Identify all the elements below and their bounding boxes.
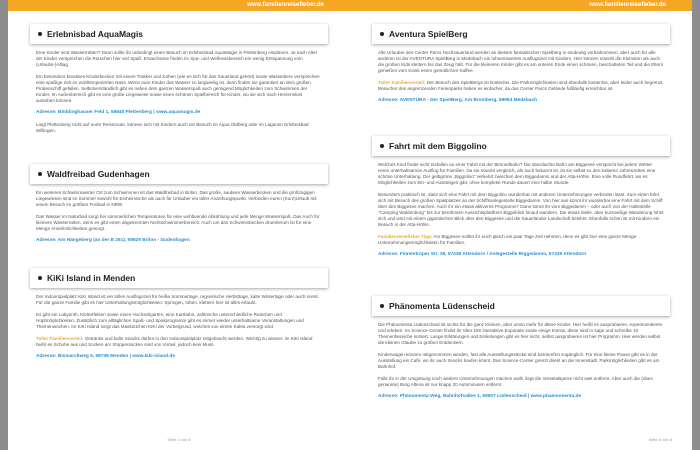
section-waldfreibad bbox=[30, 164, 328, 244]
address-line[interactable]: Adresse: Phänomenta-Weg, Bahnhofsallee 1, 58507 Lüdenscheid | www.phaenomenta.de bbox=[378, 394, 582, 399]
tipp-paragraph bbox=[378, 234, 664, 246]
section-aventura-spielberg bbox=[372, 24, 670, 104]
paragraph: Liegt Plettenberg nicht auf eurer Reiseroute, können sich mit Kindern auch ein Besuch im Aqua Oldberg oder im Lagunen Erlebnisbad Willingen. bbox=[36, 122, 309, 133]
paragraph: Ein besonders kreatives Kinderbecken mit einem Trakker und Kühen (wie es sich für das Sauerland gehört) sowie Wassertiere versprechen eine spaßige Zeit im wohltemperierten Nass. Wenn eure Kinder das Wasser zu langweilig ist, dann finden sie garantiert an dem großen Piratenschiff gefallen. Selbstverständlich gibt es neben dem ganzen Wasserspaß auch genügend Möglichkeiten zum Schwimmen der Kinder. Im Außenbereich gibt es eine große Liegewiese sowie einen schönen Spielbereich für Kinder, wo sie sich nach Herzenslust austoben können. bbox=[36, 74, 320, 103]
tipp-text: Getränke und kalte Snacks dürfen in den Indoorspielplatz mitgebracht werden. Wichtig zu wissen: im KiKi Island heißt es Schuhe aus und Socken an! Stoppersocken sind von Vorteil, jedoch kein Muss. bbox=[36, 336, 313, 347]
tipp-paragraph bbox=[36, 336, 322, 348]
site-url[interactable]: www.familienreisefieber.de bbox=[589, 2, 666, 8]
section-heading bbox=[30, 24, 328, 44]
tipp-label: Toller Familienvorteil: bbox=[378, 80, 426, 85]
address-line[interactable]: Adresse: Böddinghauser Feld 1, 58840 Plettenberg | www.aquamagis.de bbox=[36, 110, 201, 115]
tipp-text: Am Biggesee solltet ihr euch gleich ein paar Tage Zeit nehmen, denn es gibt hier eine ganze Menge Unternehmungsmöglichkeiten für Familien. bbox=[378, 234, 637, 245]
address-line[interactable]: Adresse: Finnentroper Str. 39, 57439 Attendorn / Anlegestelle Biggedamm, 57439 Attendorn bbox=[378, 252, 587, 257]
paragraph: Falls ihr in der Umgebung noch weitere Unternehmungen machen wollt, liegt die Versetalsperre nicht weit entfernt. Aber auch die (oben genannte) Burg Altena ist nur knapp 20 Autominuten entfernt. bbox=[378, 376, 654, 387]
site-header-bar bbox=[8, 0, 350, 11]
page-number: Seite 5 von 6 bbox=[648, 437, 672, 442]
bullet-icon bbox=[380, 304, 384, 308]
paragraph: Der Indoorspielplatz KiKi Island ist ein tolles Ausflugsziel für heiße Sommertage, regnerische Herbsttage, kalte Wintertage oder auch sonst. Für die ganze Familie gibt es hier Unterhaltungsmöglichkeiten: Springen, toben, klettern hier ist alles erlaubt. bbox=[36, 294, 319, 305]
bullet-icon bbox=[38, 276, 42, 280]
paragraph: Die Phänomenta Lüdenscheid ist nichts für die ganz Kleinen, aber umso mehr für ältere Kinder. Hier heißt es ausprobieren, experimentieren und erleben. Im Science-Center findet ihr über 180 interaktive Exponate sowie einige Extras, diese sind in sage und schreibe 10 Themenbereiche sortiert. Lange Erklärungen und Einleitungen gibt es hier nicht, selbst ausprobieren ist hier Programm. Hier werden selbst die kleinen Glaube zu großen Entdeckern. bbox=[378, 322, 663, 345]
tipp-label: Familienreisefieber Tipp: bbox=[378, 234, 433, 239]
paragraph: Besonders praktisch ist, dass sich eine Fahrt mit dem Biggolino wunderbar mit anderen Unternehmungen verbinden lässt. Zum einen führt sich mit Besuch des großen Spielplatzes an der Schiffsanlegestelle Biggedamm. Von hier aus könnt ihr wunderbar eine Fahrt mit dem Schiff über den Biggesee machen. Auch ihr ein etwas aktiveres Programm? Dann könnt ihr vom Biggedamm – oder auch von der Haltestelle "Camping Waldenburg" bis zur berühmten Aussichtsplattform Biggeblick hinauf wandern. Die etwas steile, aber kurzweilige Wanderung lohnt sich und wird mit einem gigantischen Blick über den Biggesee und die Sauerländer Landschaft belohnt. Ebenfalls schön ist mit Kindern ein Besuch in der Atta-Höhle. bbox=[378, 192, 664, 227]
section-title: Waldfreibad Gudenhagen bbox=[47, 169, 150, 179]
paragraph: Welches Kind findet nicht Gefallen an einer Fahrt mit der Bimmelbahn? Die überdachte Bahn am Biggesee verspricht bei jedem Wetter einen unterhaltsamen Ausflug für Familien. Da sie sowohl vergleich, als auch bekannt ist, ist sie selbst zu den kalteren Jahreszeiten eine schöne Unterhaltung. Der gelbgrüne „Biggolino" verkehrt zwischen dem Biggedamm und der Atta-Höhle. Eine volle Rundfahrt, wo es Möglichkeiten zum Ein- und Aussteigen gibt, ohne komplette Runde dauert eine halbe Stunde. bbox=[378, 162, 656, 185]
tipp-text: Der Besuch des SpielBergs ist kostenlos. Die Parkmöglichkeiten sind ebenfalls kostenlos, aber leider auch begrenzt. Besucher des angrenzenden Ferienparks haben es einfacher, da das Center Parcs Gelände fußläufig erreichbar ist. bbox=[378, 80, 664, 91]
section-heading bbox=[372, 24, 670, 44]
page-number: Seite 4 von 6 bbox=[167, 437, 191, 442]
section-title: Erlebnisbad AquaMagis bbox=[47, 29, 144, 39]
address-line[interactable]: Adresse: Am Hängeberg (an der B 251), 59929 Brilon - Gudenhagen bbox=[36, 238, 190, 243]
paragraph: Kinderwagen können mitgenommen werden, fast alle Ausstellungsstücke sind barrierefrei zugänglich. Für eine kleine Pause gibt es in der Ausstellung ein Café, wo ihr auch Snacks kaufen könnt. Das Science-Center grenzt direkt an die Innenstadt. Parkmöglichkeiten gibt es am Bahnhof. bbox=[378, 352, 660, 369]
section-title: Aventura SpielBerg bbox=[389, 29, 468, 39]
bullet-icon bbox=[38, 172, 42, 176]
section-heading bbox=[30, 164, 328, 184]
paragraph: Ein weiteres Schwimmwerter Ort zum Schwimmen ist das Waldfreibad in Brilon. Das große, saubere Wasserbecken und die großzügigen Liegewiesen sind im Sommer sowohl für Einheimische als auch für Urlauber ein toller Anziehungspunkt. Verbinden euren (Kurz)Urlaub mit einem Besuch im größten Freibad in NRW. bbox=[36, 190, 317, 207]
document-page-left bbox=[8, 0, 350, 450]
document-page-right bbox=[350, 0, 692, 450]
bullet-icon bbox=[380, 32, 384, 36]
section-phaenomenta bbox=[372, 296, 670, 400]
section-heading bbox=[30, 268, 328, 288]
section-biggolino bbox=[372, 136, 670, 258]
bullet-icon bbox=[380, 144, 384, 148]
section-heading bbox=[372, 136, 670, 156]
address-line[interactable]: Adresse: AVENTURA - Der SpielBerg, Am Bromberg, 59964 Medebach bbox=[378, 98, 538, 103]
section-title: KiKi Island in Menden bbox=[47, 273, 136, 283]
site-url[interactable]: www.familienreisefieber.de bbox=[247, 2, 324, 8]
paragraph: Eine Kinder sind Wasserratten? Dann sollte ihr unbedingt einen Besuch im Erlebnisbad AquaMagis in Plettenberg einplanen. Je nach Alter der Kinder versprechen die Rutschen hier viel Spaß. Erwachsene finden im Spa- und Wellnessbereich ein wenig Entspannung vom (Urlaubs-)Alltag. bbox=[36, 50, 318, 67]
section-aquamagis bbox=[30, 24, 328, 134]
section-kiki-island bbox=[30, 268, 328, 360]
paragraph: Es gibt ein Labyrinth, Kletterfelsen sowie einen Hochseilgarten, eine Kartbahn, zahlreiche unterschiedliche Rutschen und Hüpfmöglichkeiten. Zusätzlich zum alltäglichen Spaß- und Spielprogramm gibt es immer wieder unterhaltsame Veranstaltungen und Themenwochen. Im KiKi Island sorgt das Maskottchen KIKI der Vorbeigrund, welches von einem Kakta versorgt wird. bbox=[36, 312, 304, 329]
section-title: Fahrt mit dem Biggolino bbox=[389, 141, 487, 151]
section-heading bbox=[372, 296, 670, 316]
tipp-paragraph bbox=[378, 80, 664, 92]
paragraph: Das Wasser im Naturbad sorgt bei sommerlichen Temperaturen für eine wohltuende Abkühlung und jede Menge Wasserspaß. Das Auch für kleinere Wasserratten, denn es gibt einen abgetrennten Nichtschwimmerbereich. Auch um das Schwimmbecken drumherum ist für eine Menge Annehmlichkeiten gesorgt. bbox=[36, 214, 320, 231]
site-header-bar bbox=[350, 0, 692, 11]
address-line[interactable]: Adresse: Bismarckweg 5, 58708 Menden | www.kiki-island.de bbox=[36, 354, 175, 359]
section-title: Phänomenta Lüdenscheid bbox=[389, 301, 495, 311]
bullet-icon bbox=[38, 32, 42, 36]
tipp-label: Toller Familienvorteil: bbox=[36, 336, 84, 341]
paragraph: Alle Urlauber des Center Parcs Hochsauerland werden an diesem fantastischen Spielberg in eindeutig vorbeikommen, aber auch für alle anderen ist der AVENTURA SpielBerg in Medebach ein lohnenswertes Ausflugsziel mit Kindern. Hier können sowohl die Kleinsten als auch die großen Kids klettern bis das Zeug hält. Für die kleineren Kinder gibt es am unteren Ende einen schönen, beschatteten Teil und die Eltern genießen vom Kiosk einen gemütlichen Kaffee. bbox=[378, 50, 664, 73]
